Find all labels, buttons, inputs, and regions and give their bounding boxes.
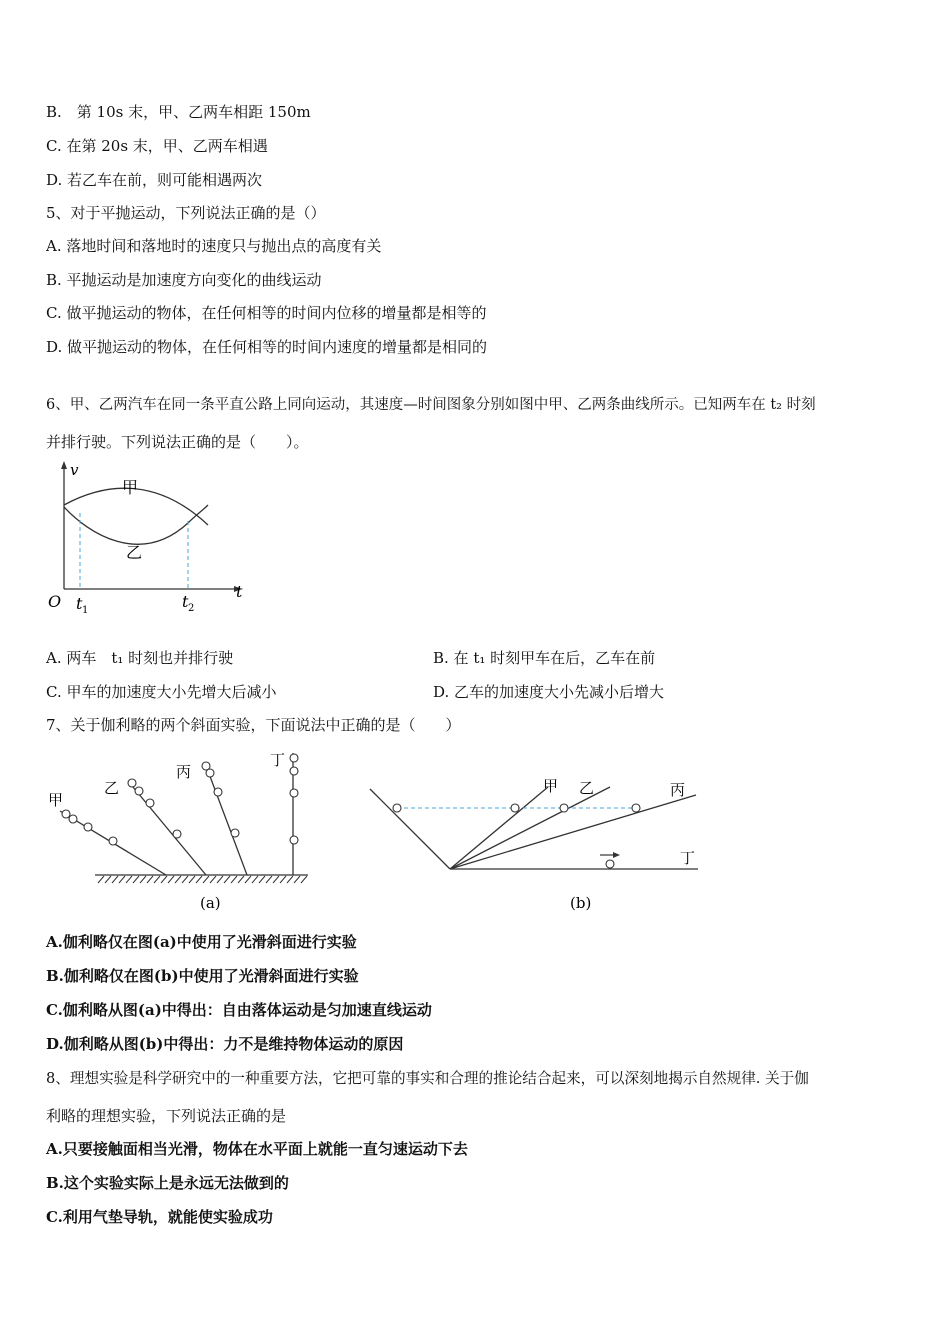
q6-option-d: D. 乙车的加速度大小先减小后增大 — [433, 683, 665, 701]
t2-sub-label: 2 — [188, 603, 195, 614]
q8-option-c: C.利用气垫导轨，就能使实验成功 — [46, 1208, 273, 1226]
label-jia-b: 甲 — [543, 777, 559, 795]
q5-option-c: C. 做平抛运动的物体，在任何相等的时间内位移的增量都是相等的 — [46, 304, 487, 322]
q7-figure-b — [360, 745, 710, 920]
q6-option-a: A. 两车 t₁ 时刻也并排行驶 — [46, 649, 234, 667]
q5-option-b: B. 平抛运动是加速度方向变化的曲线运动 — [46, 271, 322, 289]
t1-label: t — [76, 594, 83, 613]
q7-figure-a — [40, 745, 330, 920]
q8-option-a: A.只要接触面相当光滑，物体在水平面上就能一直匀速运动下去 — [46, 1140, 468, 1158]
q4-option-d: D. 若乙车在前，则可能相遇两次 — [46, 171, 263, 189]
incline-jia — [450, 787, 548, 869]
y-axis-label: v — [70, 461, 79, 479]
q8-stem-line1: 8、理想实验是科学研究中的一种重要方法，它把可靠的事实和合理的推论结合起来，可以深刻地揭示自然规律. 关于伽 — [46, 1070, 809, 1087]
q8-stem-line2: 利略的理想实验，下列说法正确的是 — [46, 1107, 287, 1125]
q7-stem: 7、关于伽利略的两个斜面实验，下面说法中正确的是（ ） — [46, 716, 461, 734]
x-axis-label: t — [236, 582, 243, 601]
q4-option-c: C. 在第 20s 末，甲、乙两车相遇 — [46, 137, 268, 155]
label-bing-a: 丙 — [176, 763, 192, 781]
curve-jia-label: 甲 — [122, 478, 139, 497]
label-ding-a: 丁 — [270, 751, 286, 769]
incline-left — [370, 789, 450, 869]
q4-option-b: B. 第 10s 末，甲、乙两车相距 150m — [46, 103, 311, 121]
origin-label: O — [48, 592, 62, 611]
q8-option-b: B.这个实验实际上是永远无法做到的 — [46, 1174, 289, 1192]
q7-option-d: D.伽利略从图(b)中得出：力不是维持物体运动的原因 — [46, 1035, 404, 1053]
incline-bing — [205, 763, 247, 875]
t1-sub-label: 1 — [82, 605, 89, 616]
label-yi-b: 乙 — [579, 779, 595, 797]
q6-stem-line1: 6、甲、乙两汽车在同一条平直公路上同向运动，其速度—时间图象分别如图中甲、乙两条曲线所示。已知两车在 t₂ 时刻 — [46, 397, 816, 413]
figure-a-caption: (a) — [200, 894, 221, 912]
curve-yi — [64, 505, 208, 544]
y-axis-arrow-icon — [61, 461, 67, 469]
label-jia-a: 甲 — [48, 791, 64, 809]
q6-option-c: C. 甲车的加速度大小先增大后减小 — [46, 683, 277, 701]
label-ding-b: 丁 — [680, 849, 696, 867]
ground-hatching — [98, 876, 307, 883]
q5-option-a: A. 落地时间和落地时的速度只与抛出点的高度有关 — [46, 237, 382, 255]
q6-option-b: B. 在 t₁ 时刻甲车在后，乙车在前 — [433, 649, 656, 667]
curve-yi-label: 乙 — [126, 543, 143, 562]
q5-stem: 5、对于平抛运动，下列说法正确的是（） — [46, 204, 326, 222]
q6-vt-graph — [40, 455, 260, 625]
q7-option-a: A.伽利略仅在图(a)中使用了光滑斜面进行实验 — [46, 933, 357, 951]
label-bing-b: 丙 — [670, 781, 686, 799]
t2-label: t — [182, 592, 189, 611]
q6-stem-line2: 并排行驶。下列说法正确的是（ ）。 — [46, 433, 309, 451]
motion-arrow-icon — [613, 852, 620, 858]
q5-option-d: D. 做平抛运动的物体，在任何相等的时间内速度的增量都是相同的 — [46, 338, 488, 356]
figure-b-caption: (b) — [570, 894, 592, 912]
label-yi-a: 乙 — [104, 779, 120, 797]
q7-option-b: B.伽利略仅在图(b)中使用了光滑斜面进行实验 — [46, 967, 359, 985]
q7-option-c: C.伽利略从图(a)中得出：自由落体运动是匀加速直线运动 — [46, 1001, 432, 1019]
